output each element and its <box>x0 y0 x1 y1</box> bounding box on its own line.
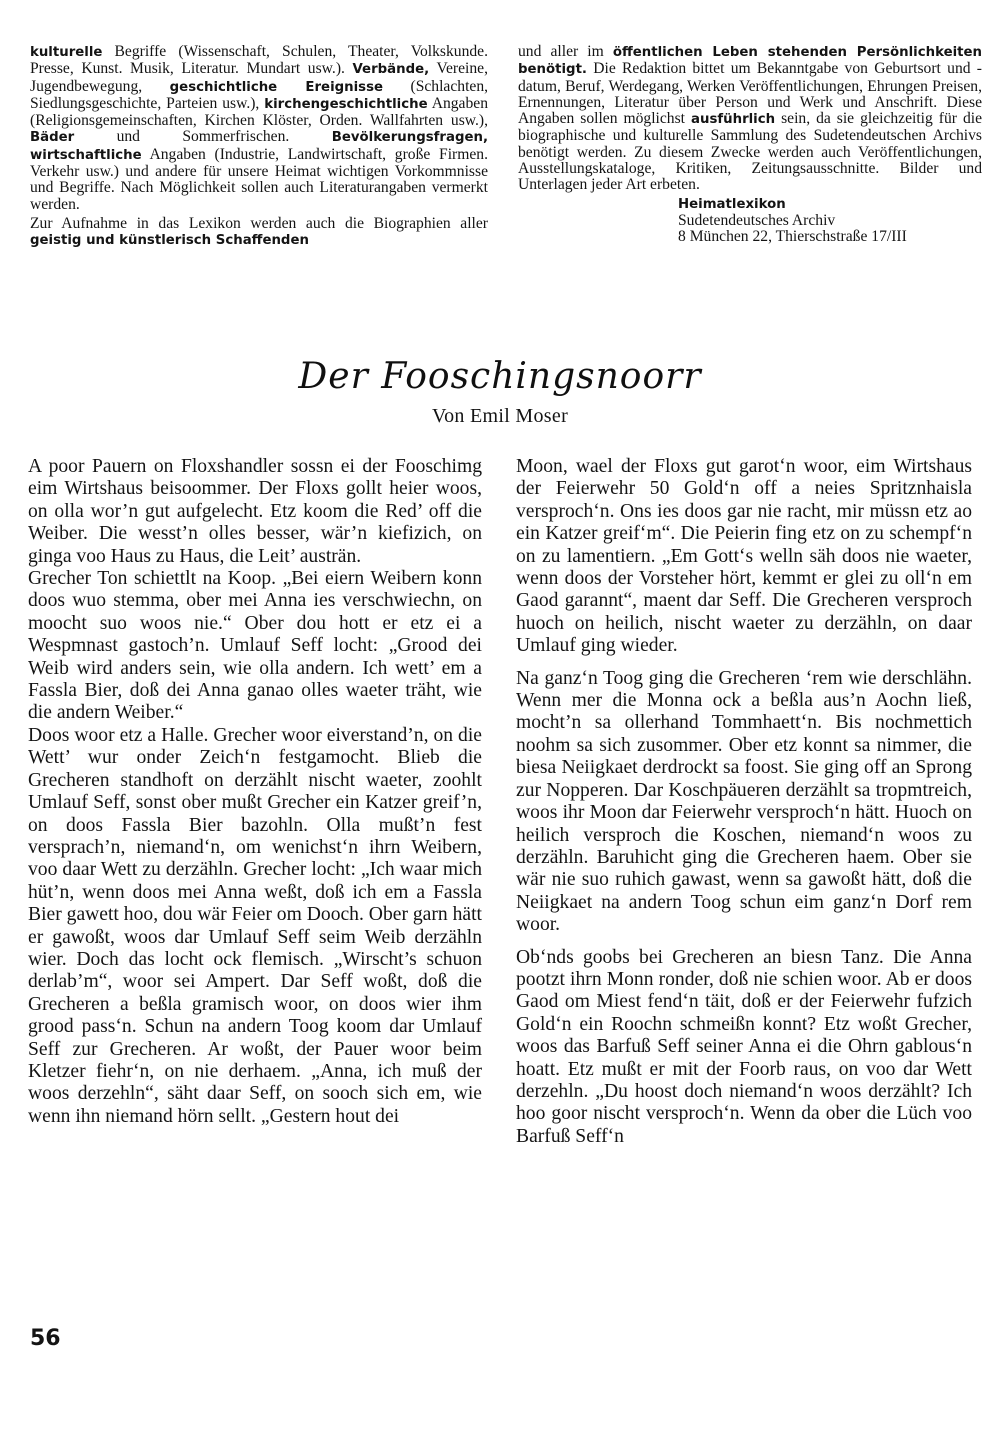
notice-signature <box>678 197 982 246</box>
text-run: Zur Aufnahme in das Lexikon werden auch die Biographien aller <box>30 214 488 232</box>
notice-paragraph <box>518 44 982 194</box>
article-paragraph: Grecher Ton schiettlt na Koop. „Bei eiern Weibern konn doos wuo stemma, ober mei Anna ies verschwiechn, on moocht suo woos nie.“ Ober dou hott er etz ei a Wespmnast gastoch’n. Umlauf Seff locht: „Grood dei Weib wird anders sein, wie olla andern. Ich wett’ em a Fassla Bier, doß dei Anna ganao olles waeter träht, wie die andern Weiber.“ <box>28 568 482 724</box>
article-paragraph: A poor Pauern on Floxshandler sossn ei der Fooschimg eim Wirtshaus beisoommer. Der Floxs gollt heier woos, on olla wor’n gut aufgelecht. Etz koom die Red’ off die Weiber. Die wesst’n olles besser, wär’n kiefizich, on ginga voo Haus zu Haus, die Leit’ austrän. <box>28 456 482 567</box>
text-run: Begriffe (Wissenschaft, Schulen, Theater, Volkskunde. Presse, Kunst. Musik, Literatur. Mundart usw.). <box>30 43 488 78</box>
article-title: Der Fooschingsnoorr <box>298 356 702 397</box>
text-run: sein, da sie gleichzeitig für die biographische und kulturelle Sammlung des Sudetendeutschen Archivs benötigt werden. Zu diesem Zwecke werden auch Veröffentlichungen, Ausstellungskataloge, Kritiken, Zeitungsausschnitte. Bilder und Unterlagen jeder Art erbeten. <box>518 110 983 194</box>
notice-paragraph <box>30 216 488 250</box>
bold-term: Bevölkerungsfragen, wirtschaftliche <box>30 130 488 163</box>
article-paragraph: Doos woor etz a Halle. Grecher woor eiverstand’n, on die Wett’ wur onder Zeich‘n festgamocht. Blieb die Grecheren standhoft on derzählt nischt waeter, zoohlt Umlauf Seff, sonst ober mußt Grecher ein Katzer greif’n, on doos Fassla Bier bazohln. Olla mußt’n fest versprach’n, niemand‘n, om wenichst‘n ihrn Weibern, voo daar Wett zu derzähln. Grecher locht: „Ich waar mich hüt’n, wenn doos mei Anna weßt, doß ich em a Fassla Bier gawett hoo, dou wär Feier om Dooch. Ober garn hätt er gawoßt, woos dar Umlauf Seff seim Weib derzähln wier. Doch das locht ock flemisch. „Wirscht’s schuon derlab’m“, woor sei Ampert. Dar Seff woßt, doß die Grecheren a beßla gramisch woor, on doos wier ihm grood pass‘n. Schun na andern Toog koom dar Umlauf Seff zur Grecheren. Ar woßt, der Pauer woor beim Kletzer fiehr‘n, on nie derhaem. „Anna, ich muß der woos derzehln“, säht daar Seff, on sooch sich em, wie wenn ihn niemand hörn sellt. „Gestern hout dei <box>28 724 482 1127</box>
bold-term: geistig und künstlerisch Schaffenden <box>30 233 309 249</box>
notice-right-column <box>518 44 982 246</box>
article-header <box>0 355 1000 428</box>
signature-name: Heimatlexikon <box>678 196 786 212</box>
article-paragraph: Na ganz‘n Toog ging die Grecheren ‘rem wie derschlähn. Wenn mer die Monna ock a beßla aus’n Aochn ließ, mocht’n sa ollerhand Tommhaett‘n. Bis nochmettich noohm sa sich zusommer. Ober etz konnt sa nimmer, die biesa Neiigkaet derdrockt sa foost. Sie ging off an Sprong zur Nopperen. Dar Koschpäueren derzählt sa tropmtreich, woos ihr Moon dar Feierwehr versproch‘n hätt. Huoch on heilich versproch die Koschen, niemand‘n woos zu derzähln. Baruhicht ging die Grecheren haem. Ober sie wär nie suo ruhich gawast, wenn sa gawoßt hätt, doß die Neiigkaet na andern Toog schun eim ganz‘n Dorf rem woor. <box>516 667 972 936</box>
signature-address: 8 München 22, Thierschstraße 17/III <box>678 228 907 246</box>
text-run: und aller im <box>518 43 613 60</box>
bold-term: kulturelle <box>30 45 103 60</box>
article-left-column <box>28 456 482 1128</box>
text-run: und Sommerfrischen. <box>74 128 332 146</box>
text-run: Vereine, Jugendbewegung, <box>30 60 488 95</box>
text-run: (Schlachten, Siedlungsgeschichte, Parteien usw.), <box>30 77 489 112</box>
notice-paragraph <box>30 44 488 213</box>
page-number: 56 <box>30 1326 61 1351</box>
bold-term: Verbände, <box>352 62 430 78</box>
notice-left-column <box>30 44 488 250</box>
text-run: Angaben (Industrie, Landwirtschaft, große Firmen. Verkehr usw.) und andere für unsere Heimat wichtigen Vorkommnisse und Begriffe. Nach Möglichkeit sollen auch Literaturangaben vermerkt werden. <box>30 145 488 213</box>
bold-term: Bäder <box>30 130 75 146</box>
article-paragraph: Ob‘nds goobs bei Grecheren an biesn Tanz. Die Anna pootzt ihrn Monn ronder, doß nie schien woor. Ab er doos Gaod om Miest fend‘n täit, doß er der Feierwehr fufzich Gold‘n ein Roochn schmeißn konnt? Etz woßt Grecher, woos das Barfuß Seff seiner Anna ei die Ohrn gablous‘n hoatt. Etz mußt er mit der Foorb raus, on voo dar Wett derzehln. „Du hoost doch niemand‘n woos derzählt? Ich hoo goor nischt versproch‘n. Wenn da ober die Lüch voo Barfuß Seff‘n <box>516 946 972 1147</box>
article-byline: Von Emil Moser <box>431 405 569 427</box>
article-right-column <box>516 456 972 1148</box>
bold-term: geschichtliche Ereignisse <box>169 79 384 95</box>
text-run: Angaben (Religionsgemeinschaften, Kirchen Klöster, Orden. Wallfahrten usw.), <box>30 94 488 130</box>
bold-term: öffentlichen Leben stehenden Persönlichkeiten benötigt. <box>518 45 982 78</box>
bold-term: kirchengeschichtliche <box>264 96 428 112</box>
text-run: Die Redaktion bittet um Bekanntgabe von Geburtsort und -datum, Beruf, Werdegang, Werken Veröffentlichungen, Ehrungen Preisen, Ernennungen, Literatur über Person und Werk und Anschrift. Diese Angaben sollen möglichst <box>518 60 982 128</box>
signature-org: Sudetendeutsches Archiv <box>678 211 836 229</box>
bold-term: ausführlich <box>691 112 776 128</box>
article-paragraph: Moon, wael der Floxs gut garot‘n woor, eim Wirtshaus der Feierwehr 50 Gold‘n off a neies Spritznhaisla versproch‘n. Ons ies doos gar nie racht, mir müssn etz ao ein Katzer greif‘m“. Die Peierin fing etz on zu schempf‘n on zu lamentiern. „Em Gott‘s welln säh doos nie waeter, wenn doos der Vorsteher hört, kemmt er glei zu oll‘n em Gaod garannt“, maent dar Seff. Die Grecheren versproch huoch on heilich, nischt waeter zu derzähln, on daar Umlauf ging wieder. <box>516 456 972 657</box>
